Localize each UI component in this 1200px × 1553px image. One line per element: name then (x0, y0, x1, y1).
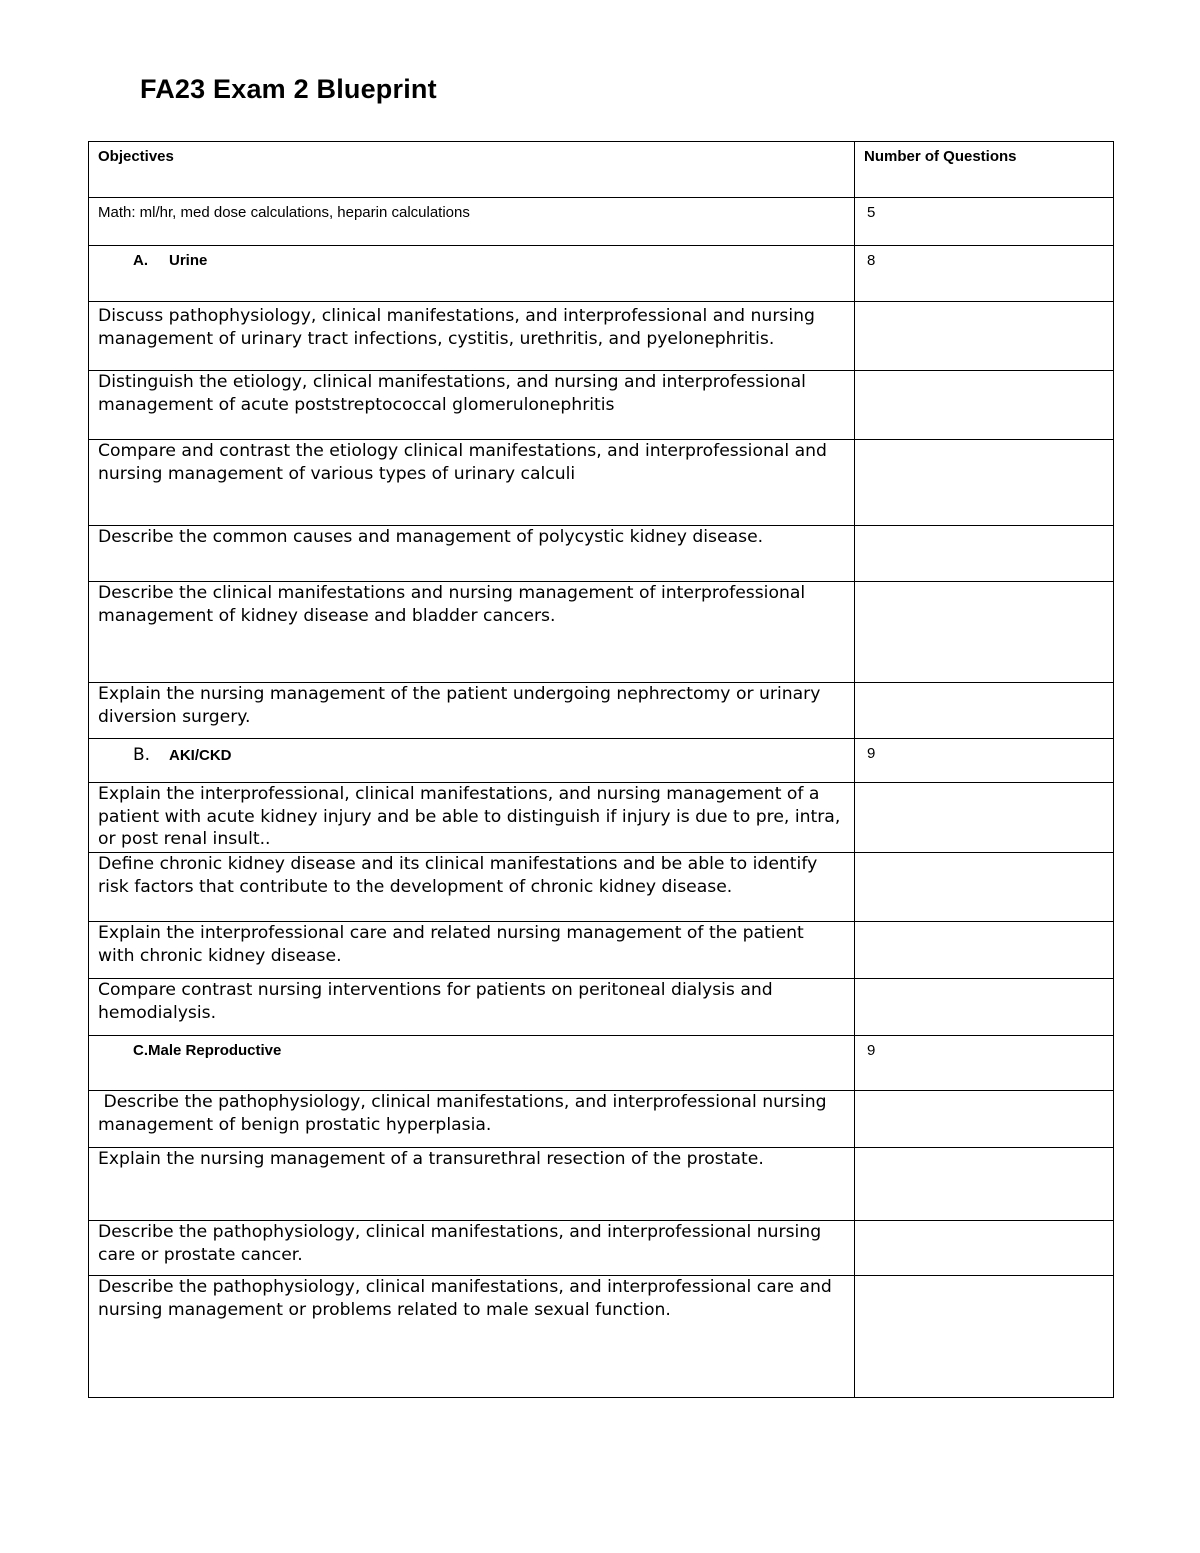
objective-text: Distinguish the etiology, clinical manifestations, and nursing and interprofessional management of acute poststreptococcal glomerulonephritis (89, 371, 855, 440)
section-letter: A. (133, 252, 148, 269)
objective-text: Describe the common causes and management of polycystic kidney disease. (89, 526, 855, 582)
table-row (89, 371, 1114, 440)
section-row-aki-ckd (89, 739, 1114, 783)
section-heading-male-reproductive (89, 1036, 855, 1091)
table-row (89, 1091, 1114, 1148)
objective-text: Explain the interprofessional care and related nursing management of the patient with chronic kidney disease. (89, 922, 855, 979)
table-row (89, 683, 1114, 739)
section-name: C.Male Reproductive (133, 1042, 282, 1059)
question-count-cell (855, 582, 1114, 683)
table-row (89, 922, 1114, 979)
section-count-male-reproductive: 9 (855, 1036, 1114, 1091)
table-row (89, 979, 1114, 1036)
question-count-cell (855, 1148, 1114, 1221)
objectives-header: Objectives (89, 142, 855, 198)
table-header-row (89, 142, 1114, 198)
objective-text: Explain the interprofessional, clinical manifestations, and nursing management of a patient with acute kidney injury and be able to distinguish if injury is due to pre, intra, or post renal insult.. (89, 783, 855, 853)
table-row (89, 1276, 1114, 1398)
section-count-aki-ckd: 9 (855, 739, 1114, 783)
number-of-questions-header: Number of Questions (855, 142, 1114, 198)
objective-text: Describe the pathophysiology, clinical manifestations, and interprofessional nursing care or prostate cancer. (89, 1221, 855, 1276)
question-count-cell (855, 783, 1114, 853)
question-count-cell (855, 526, 1114, 582)
objective-text: Compare contrast nursing interventions for patients on peritoneal dialysis and hemodialysis. (89, 979, 855, 1036)
table-row (89, 1148, 1114, 1221)
section-name: Urine (169, 252, 208, 269)
math-count: 5 (855, 198, 1114, 246)
question-count-cell (855, 440, 1114, 526)
question-count-cell (855, 1221, 1114, 1276)
table-row (89, 853, 1114, 922)
question-count-cell (855, 371, 1114, 440)
table-row (89, 526, 1114, 582)
objective-text: Describe the clinical manifestations and nursing management of interprofessional management of kidney disease and bladder cancers. (89, 582, 855, 683)
blueprint-table (88, 141, 1114, 1398)
section-letter: B. (133, 745, 151, 765)
table-row (89, 1221, 1114, 1276)
table-row (89, 582, 1114, 683)
math-objective: Math: ml/hr, med dose calculations, heparin calculations (89, 198, 855, 246)
question-count-cell (855, 683, 1114, 739)
section-name: AKI/CKD (169, 747, 232, 764)
section-row-urine (89, 246, 1114, 302)
page-title: FA23 Exam 2 Blueprint (140, 74, 437, 104)
table-row-math (89, 198, 1114, 246)
objective-text: Compare and contrast the etiology clinical manifestations, and interprofessional and nursing management of various types of urinary calculi (89, 440, 855, 526)
table-row (89, 783, 1114, 853)
section-heading-aki-ckd (89, 739, 855, 783)
question-count-cell (855, 302, 1114, 371)
objective-text: Discuss pathophysiology, clinical manifestations, and interprofessional and nursing management of urinary tract infections, cystitis, urethritis, and pyelonephritis. (89, 302, 855, 371)
question-count-cell (855, 922, 1114, 979)
question-count-cell (855, 853, 1114, 922)
objective-text: Define chronic kidney disease and its clinical manifestations and be able to identify risk factors that contribute to the development of chronic kidney disease. (89, 853, 855, 922)
objective-text: Describe the pathophysiology, clinical manifestations, and interprofessional nursing management of benign prostatic hyperplasia. (89, 1091, 855, 1148)
table-row (89, 302, 1114, 371)
table-row (89, 440, 1114, 526)
objective-text: Explain the nursing management of a transurethral resection of the prostate. (89, 1148, 855, 1221)
question-count-cell (855, 1276, 1114, 1398)
question-count-cell (855, 1091, 1114, 1148)
section-count-urine: 8 (855, 246, 1114, 302)
objective-text: Describe the pathophysiology, clinical manifestations, and interprofessional care and nursing management or problems related to male sexual function. (89, 1276, 855, 1398)
section-row-male-reproductive (89, 1036, 1114, 1091)
question-count-cell (855, 979, 1114, 1036)
section-heading-urine (89, 246, 855, 302)
objective-text: Explain the nursing management of the patient undergoing nephrectomy or urinary diversion surgery. (89, 683, 855, 739)
